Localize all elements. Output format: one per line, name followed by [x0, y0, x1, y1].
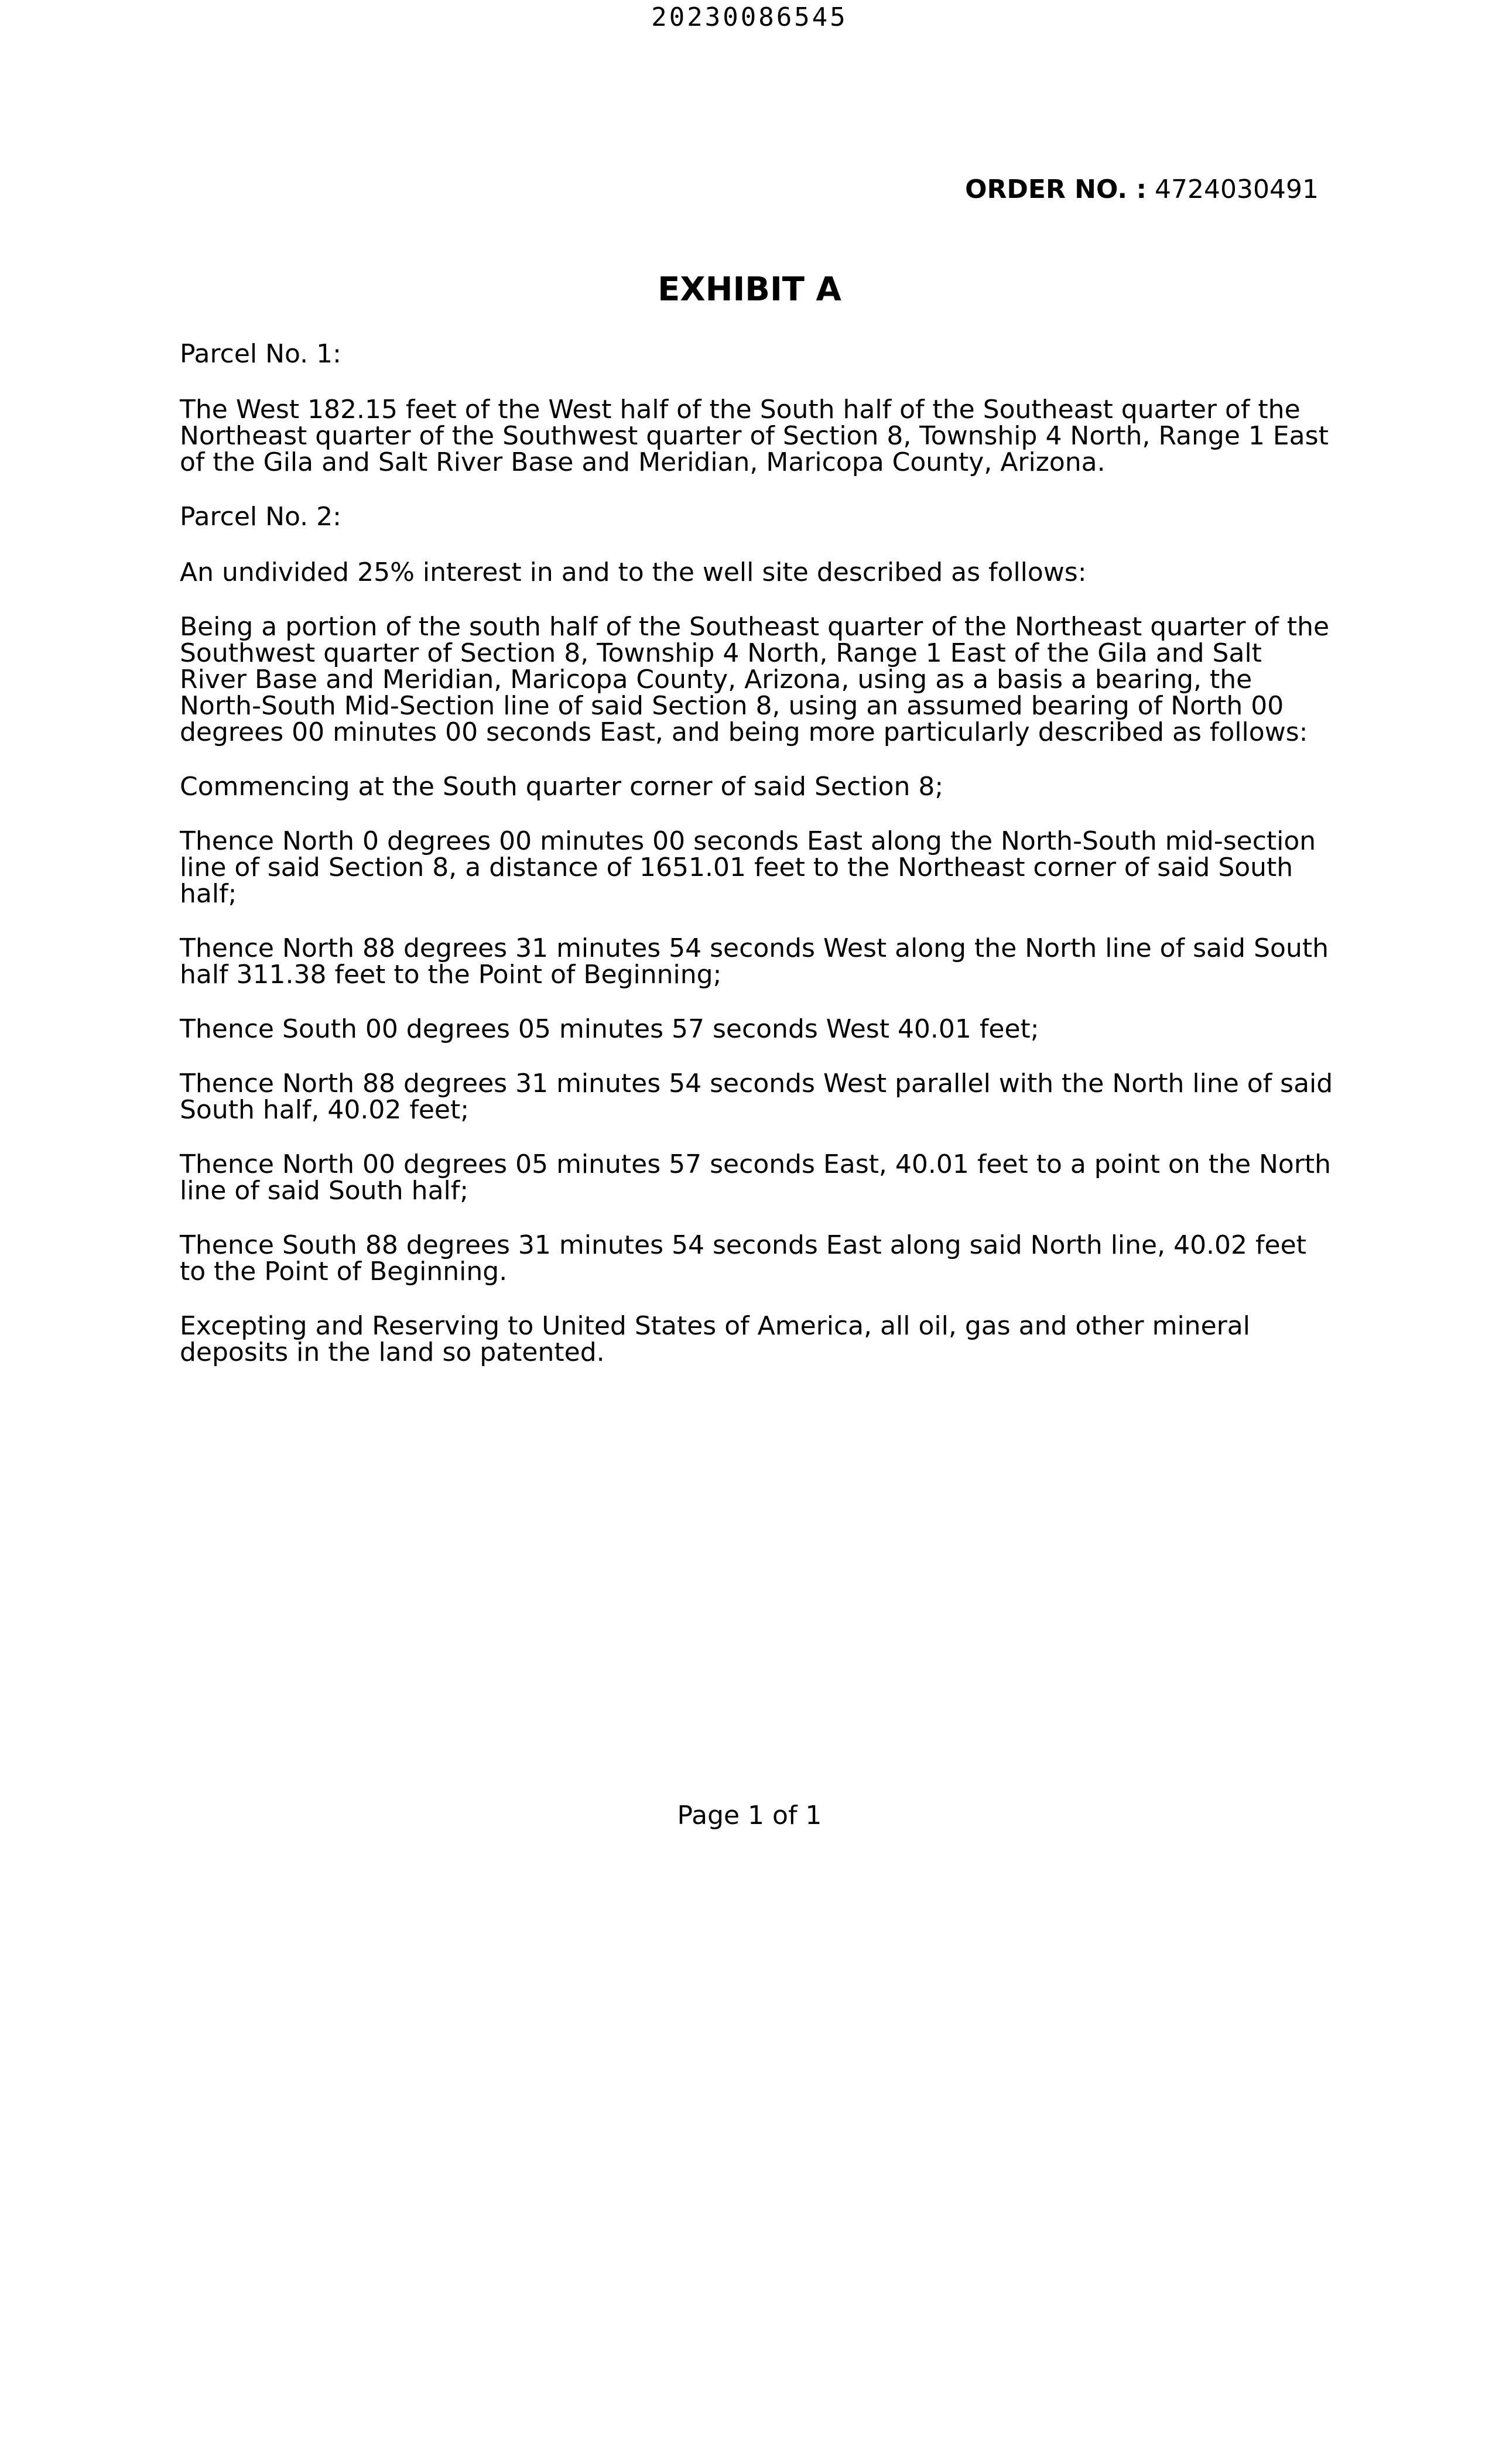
- page-footer: Page 1 of 1: [677, 1801, 822, 1830]
- order-line: [965, 174, 1319, 204]
- parcel-1-description: The West 182.15 feet of the West half of the South half of the Southeast quarter of the Northeast quarter of the Southwest quarter of Section 8, Township 4 North, Range 1 East of the Gila and Salt River Base and Meridian, Maricopa County, Arizona.: [180, 395, 1329, 477]
- parcel-2-paragraph: Thence North 00 degrees 05 minutes 57 seconds East, 40.01 feet to a point on the North line of said South half;: [180, 1149, 1332, 1206]
- order-number: 4724030491: [1155, 174, 1319, 204]
- exhibit-title: EXHIBIT A: [658, 271, 841, 309]
- parcel-1-heading: Parcel No. 1:: [180, 339, 341, 369]
- parcel-2-paragraph: Thence South 00 degrees 05 minutes 57 seconds West 40.01 feet;: [180, 1014, 1039, 1044]
- parcel-2-paragraph: Thence North 88 degrees 31 minutes 54 seconds West parallel with the North line of said South half, 40.02 feet;: [180, 1069, 1333, 1125]
- parcel-2-heading: Parcel No. 2:: [180, 502, 341, 532]
- parcel-2-paragraph: Thence North 88 degrees 31 minutes 54 seconds West along the North line of said South half 311.38 feet to the Point of Beginning;: [180, 933, 1329, 990]
- legal-description: [180, 341, 1333, 1394]
- parcel-2-paragraph: Thence North 0 degrees 00 minutes 00 seconds East along the North-South mid-section line of said Section 8, a distance of 1651.01 feet to the Northeast corner of said South half;: [180, 826, 1316, 909]
- recording-number: 20230086545: [651, 2, 848, 32]
- parcel-2-paragraph: Being a portion of the south half of the Southeast quarter of the Northeast quarter of the Southwest quarter of Section 8, Township 4 North, Range 1 East of the Gila and Salt River Base and Meridian, Maricopa County, Arizona, using as a basis a bearing, the North-South Mid-Section line of said Section 8, using an assumed bearing of North 00 degrees 00 minutes 00 seconds East, and being more particularly described as follows:: [180, 612, 1330, 747]
- mineral-reservation: Excepting and Reserving to United States of America, all oil, gas and other mineral deposits in the land so patented.: [180, 1311, 1250, 1367]
- parcel-2-intro: An undivided 25% interest in and to the well site described as follows:: [180, 557, 1087, 587]
- parcel-2-paragraph: Commencing at the South quarter corner of said Section 8;: [180, 772, 944, 802]
- parcel-2-paragraph: Thence South 88 degrees 31 minutes 54 seconds East along said North line, 40.02 feet to the Point of Beginning.: [180, 1230, 1306, 1286]
- order-label: ORDER NO. :: [965, 174, 1147, 204]
